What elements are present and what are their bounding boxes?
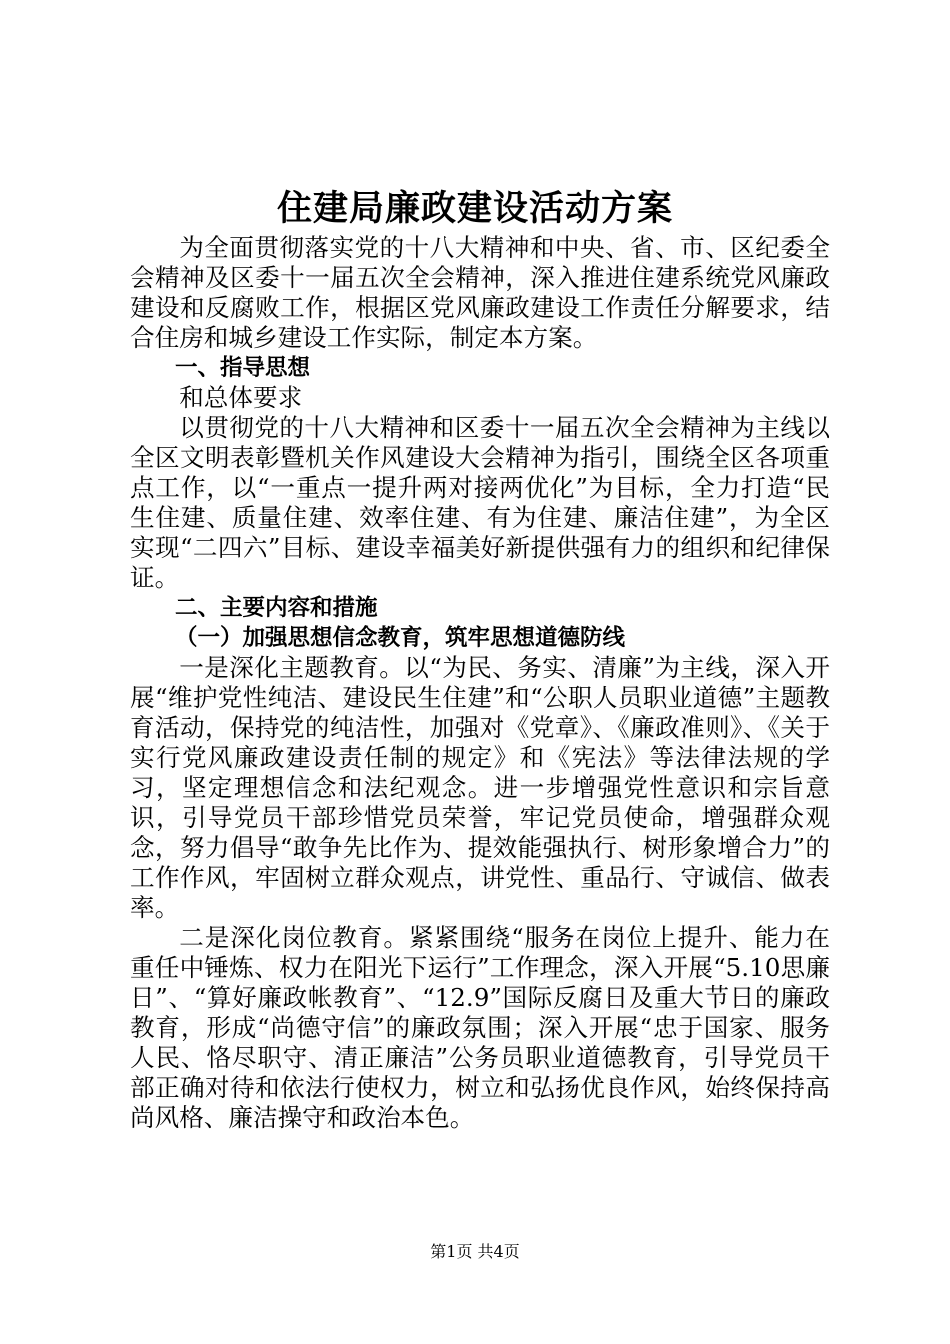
section2-sub1-heading: （一）加强思想信念教育，筑牢思想道德防线: [175, 625, 626, 651]
paragraph-two: 二是深化岗位教育。紧紧围绕“服务在岗位上提升、能力在重任中锤炼、权力在阳光下运行”工作理念，深入开展“5.10思廉日”、“算好廉政帐教育”、“12.9”国际反腐日及重大节日的廉政教育，形成“尚德守信”的廉政氛围；深入开展“忠于国家、服务人民、恪尽职守、清正廉洁”公务员职业道德教育，引导党员干部正确对待和依法行使权力，树立和弘扬优良作风，始终保持高尚风格、廉洁操守和政治本色。: [130, 923, 830, 1132]
section1-subheading: 和总体要求: [179, 383, 303, 412]
document-title: 住建局廉政建设活动方案: [276, 189, 673, 229]
page-footer: 第1页 共4页: [430, 1242, 520, 1261]
intro-paragraph: 为全面贯彻落实党的十八大精神和中央、省、市、区纪委全会精神及区委十一届五次全会精神，深入推进住建系统党风廉政建设和反腐败工作，根据区党风廉政建设工作责任分解要求，结合住房和城乡建设工作实际，制定本方案。: [130, 233, 830, 352]
document-body: [130, 233, 830, 1133]
section1-paragraph: 以贯彻党的十八大精神和区委十一届五次全会精神为主线以全区文明表彰暨机关作风建设大会精神为指引，围绕全区各项重点工作，以“一重点一提升两对接两优化”为目标，全力打造“民生住建、质量住建、效率住建、有为住建、廉洁住建”，为全区实现“二四六”目标、建设幸福美好新提供强有力的组织和纪律保证。: [130, 413, 830, 592]
section1-heading: 一、指导思想: [175, 355, 311, 381]
paragraph-one: 一是深化主题教育。以“为民、务实、清廉”为主线，深入开展“维护党性纯洁、建设民生住建”和“公职人员职业道德”主题教育活动，保持党的纯洁性，加强对《党章》、《廉政准则》、《关于实行党风廉政建设责任制的规定》和《宪法》等法律法规的学习，坚定理想信念和法纪观念。进一步增强党性意识和宗旨意识，引导党员干部珍惜党员荣誉，牢记党员使命，增强群众观念，努力倡导“敢争先比作为、提效能强执行、树形象增合力”的工作作风，牢固树立群众观点，讲党性、重品行、守诚信、做表率。: [130, 653, 830, 922]
section2-heading: 二、主要内容和措施: [175, 595, 378, 621]
